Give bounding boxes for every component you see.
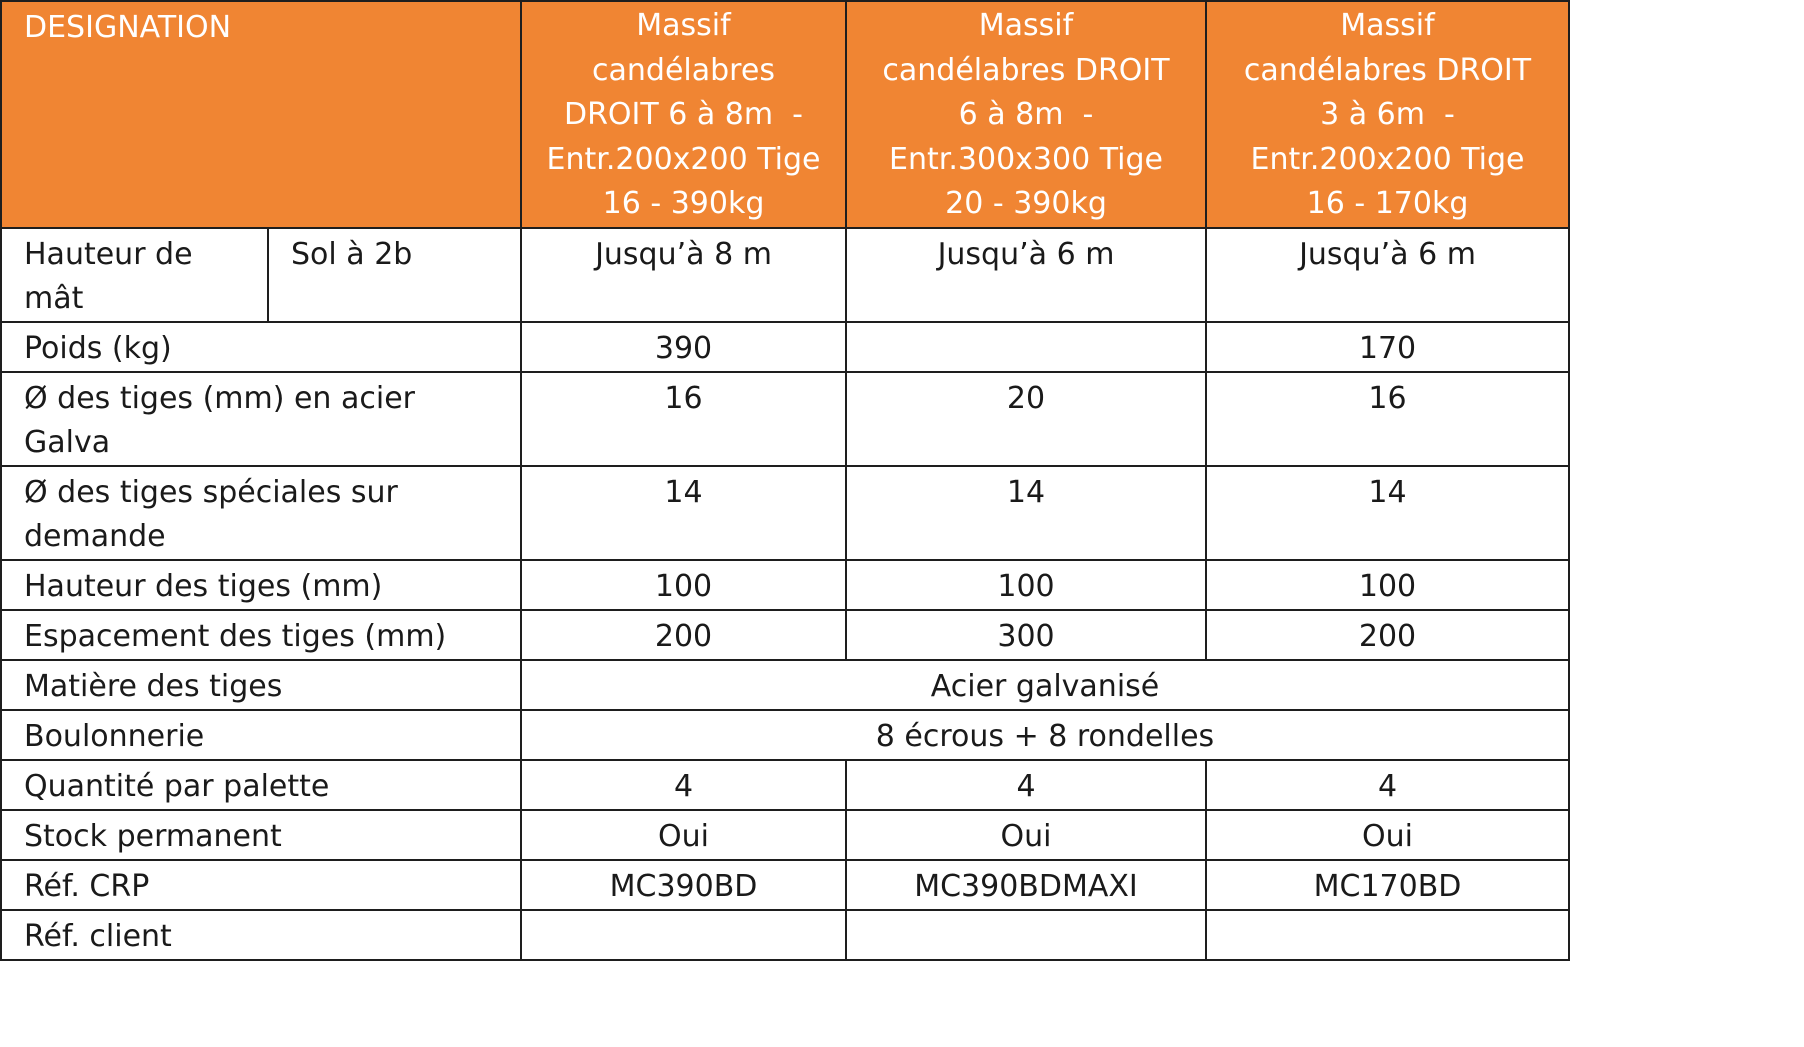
row-stock: [1, 810, 1569, 860]
cell-value: 16: [1206, 372, 1569, 466]
cell-value: MC390BDMAXI: [846, 860, 1206, 910]
row-label: Hauteur de mât: [1, 228, 268, 322]
header-designation: DESIGNATION: [1, 1, 521, 228]
cell-value: 4: [1206, 760, 1569, 810]
cell-value: 200: [521, 610, 846, 660]
row-ref-client: [1, 910, 1569, 960]
row-label: Réf. client: [1, 910, 521, 960]
header-row: [1, 1, 1569, 228]
row-espacement: [1, 610, 1569, 660]
cell-value-merged: Acier galvanisé: [521, 660, 1569, 710]
cell-value: MC390BD: [521, 860, 846, 910]
row-hauteur-tiges: [1, 560, 1569, 610]
row-diam-tiges: [1, 372, 1569, 466]
row-poids: [1, 322, 1569, 372]
row-label: Boulonnerie: [1, 710, 521, 760]
cell-value: 14: [1206, 466, 1569, 560]
header-product-2: Massif candélabres DROIT 6 à 8m - Entr.300x300 Tige 20 - 390kg: [846, 1, 1206, 228]
cell-value: Jusqu’à 6 m: [1206, 228, 1569, 322]
row-sublabel: Sol à 2b: [268, 228, 521, 322]
cell-value: 390: [521, 322, 846, 372]
cell-value: Jusqu’à 6 m: [846, 228, 1206, 322]
cell-value: 300: [846, 610, 1206, 660]
cell-value: 4: [846, 760, 1206, 810]
row-label: Espacement des tiges (mm): [1, 610, 521, 660]
cell-value: [1206, 910, 1569, 960]
cell-value: 100: [1206, 560, 1569, 610]
cell-value: 14: [846, 466, 1206, 560]
header-product-3: Massif candélabres DROIT 3 à 6m - Entr.200x200 Tige 16 - 170kg: [1206, 1, 1569, 228]
cell-value: 4: [521, 760, 846, 810]
cell-value: Oui: [1206, 810, 1569, 860]
row-label: Matière des tiges: [1, 660, 521, 710]
row-hauteur-mat: [1, 228, 1569, 322]
row-label: Ø des tiges spéciales sur demande: [1, 466, 521, 560]
cell-value: 100: [521, 560, 846, 610]
cell-value: MC170BD: [1206, 860, 1569, 910]
cell-value: [846, 910, 1206, 960]
cell-value: 20: [846, 372, 1206, 466]
row-label: Quantité par palette: [1, 760, 521, 810]
cell-value: 170: [1206, 322, 1569, 372]
cell-value: 100: [846, 560, 1206, 610]
row-label: Réf. CRP: [1, 860, 521, 910]
cell-value: 14: [521, 466, 846, 560]
row-label: Hauteur des tiges (mm): [1, 560, 521, 610]
cell-value: [846, 322, 1206, 372]
row-ref-crp: [1, 860, 1569, 910]
cell-value: Oui: [521, 810, 846, 860]
row-quantite: [1, 760, 1569, 810]
row-matiere: [1, 660, 1569, 710]
cell-value: [521, 910, 846, 960]
cell-value: 16: [521, 372, 846, 466]
row-label: Poids (kg): [1, 322, 521, 372]
cell-value: Jusqu’à 8 m: [521, 228, 846, 322]
header-product-1: Massif candélabres DROIT 6 à 8m - Entr.200x200 Tige 16 - 390kg: [521, 1, 846, 228]
row-boulonnerie: [1, 710, 1569, 760]
row-label: Stock permanent: [1, 810, 521, 860]
row-label: Ø des tiges (mm) en acier Galva: [1, 372, 521, 466]
row-diam-speciales: [1, 466, 1569, 560]
cell-value: 200: [1206, 610, 1569, 660]
cell-value-merged: 8 écrous + 8 rondelles: [521, 710, 1569, 760]
cell-value: Oui: [846, 810, 1206, 860]
